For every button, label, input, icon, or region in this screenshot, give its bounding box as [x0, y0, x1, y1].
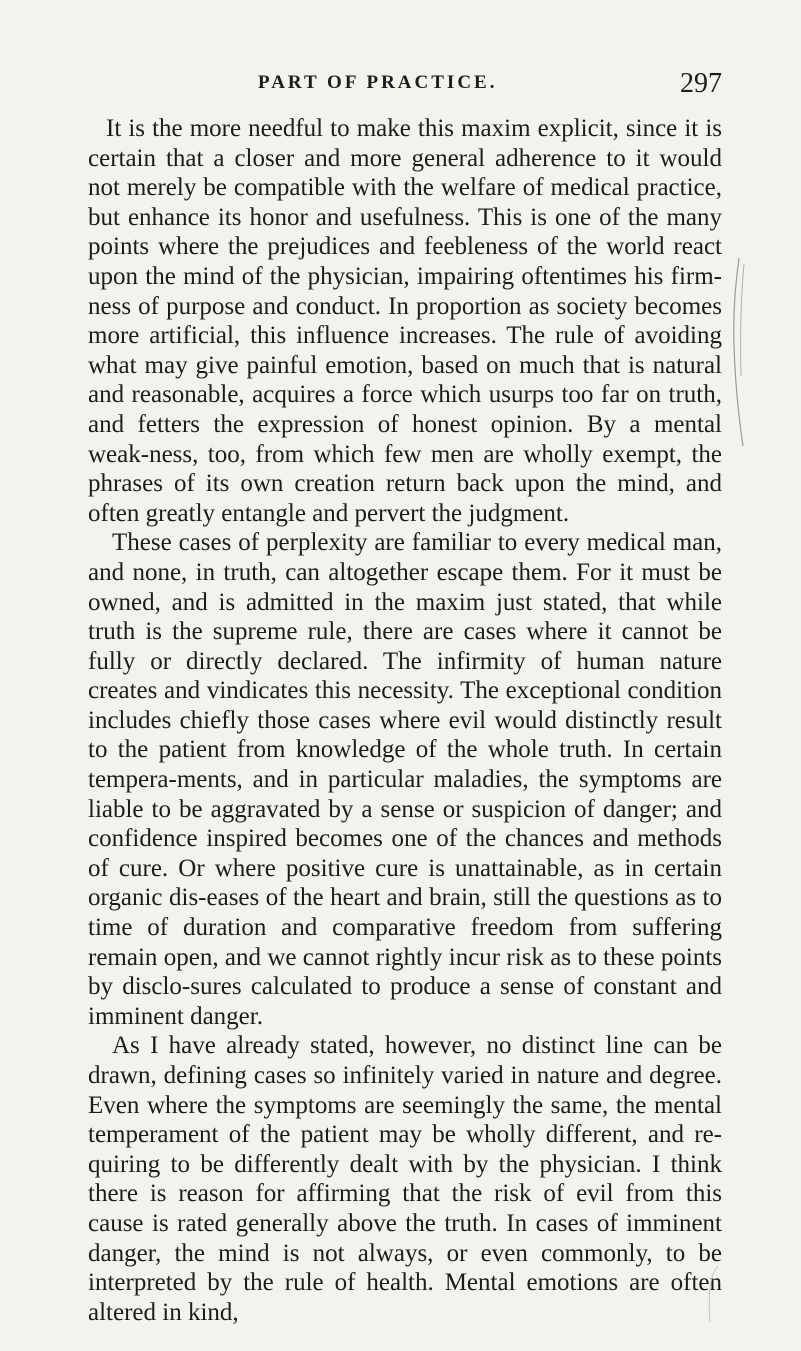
page-number: 297 [680, 68, 722, 99]
page-stain-mark [706, 1264, 720, 1324]
running-head [88, 68, 722, 102]
margin-pencil-mark [727, 256, 747, 456]
body-text [88, 114, 722, 1327]
running-title: PART OF PRACTICE. [258, 72, 498, 93]
paragraph: These cases of perplexity are familiar to every medical man, and none, in truth, can altogether escape them. For it must be owned, and is admitted in the maxim just stated, that while truth is the supreme rule, there are cases where it cannot be fully or directly declared. The infirmity of human nature creates and vindicates this necessity. The exceptional condition includes chiefly those cases where evil would distinctly result to the patient from knowledge of the whole truth. In certain tempera-ments, and in particular maladies, the symptoms are liable to be aggravated by a sense or suspicion of danger; and confidence inspired becomes one of the chances and methods of cure. Or where positive cure is unattainable, as in certain organic dis-eases of the heart and brain, still the questions as to time of duration and comparative freedom from suffering remain open, and we cannot rightly incur risk as to these points by disclo-sures calculated to produce a sense of constant and imminent danger. [88, 529, 722, 1030]
paragraph: It is the more needful to make this maxim explicit, since it is certain that a closer and more general adherence to it would not merely be compatible with the welfare of medical practice, but enhance its honor and usefulness. This is one of the many points where the prejudices and feebleness of the world react upon the mind of the physician, impairing oftentimes his firm-ness of purpose and conduct. In proportion as society becomes more artificial, this influence increases. The rule of avoiding what may give painful emotion, based on much that is natural and reasonable, acquires a force which usurps too far on truth, and fetters the expression of honest opinion. By a mental weak-ness, too, from which few men are wholly exempt, the phrases of its own creation return back upon the mind, and often greatly entangle and pervert the judgment. [88, 115, 722, 527]
paragraph: As I have already stated, however, no distinct line can be drawn, defining cases so infinitely varied in nature and degree. Even where the symptoms are seemingly the same, the mental temperament of the patient may be wholly different, and re-quiring to be differently dealt with by the physician. I think there is reason for affirming that the risk of evil from this cause is rated generally above the truth. In cases of imminent danger, the mind is not always, or even commonly, to be interpreted by the rule of health. Mental emotions are often altered in kind, [88, 1032, 722, 1326]
